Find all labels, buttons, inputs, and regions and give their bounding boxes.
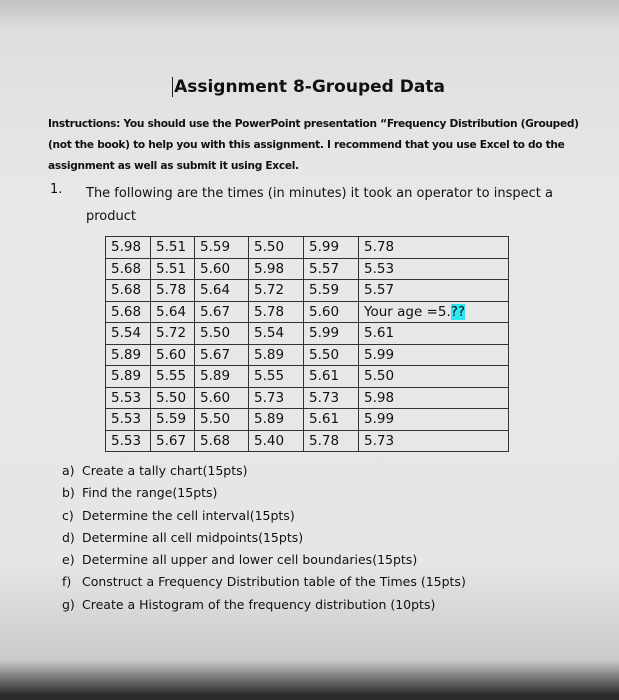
table-cell — [151, 258, 195, 280]
table-cell — [359, 409, 509, 431]
task-item — [62, 549, 466, 571]
table-cell — [106, 237, 151, 259]
table-cell — [359, 258, 509, 280]
table-cell — [195, 301, 249, 323]
table-cell — [249, 280, 304, 302]
cell-value: 5.89 — [111, 368, 142, 385]
table-cell — [304, 409, 359, 431]
table-cell — [151, 366, 195, 388]
table-cell — [106, 366, 151, 388]
table-row — [106, 301, 509, 323]
table-row — [106, 409, 509, 431]
task-text: Create a Histogram of the frequency distribution (10pts) — [82, 596, 436, 612]
table-cell — [151, 430, 195, 452]
cell-value: 5.72 — [156, 325, 187, 342]
table-cell — [106, 387, 151, 409]
table-cell — [304, 258, 359, 280]
table-cell — [151, 280, 195, 302]
table-cell — [249, 387, 304, 409]
data-table — [105, 236, 509, 452]
table-cell — [359, 323, 509, 345]
task-text: Determine all cell midpoints(15pts) — [82, 529, 304, 545]
cell-value: 5.55 — [254, 368, 285, 385]
table-cell — [195, 323, 249, 345]
task-label: d) — [62, 529, 75, 545]
page-title: Assignment 8-Grouped Data — [174, 77, 445, 97]
table-cell — [304, 344, 359, 366]
task-label: e) — [62, 552, 75, 568]
table-cell — [304, 366, 359, 388]
table-cell — [249, 237, 304, 259]
instructions: Instructions: You should use the PowerPoint presentation “Frequency Distribution (Grouped) (not the book) to help you with this assignment. I recommend that you use Excel to do the assignment as well as submit it using Excel. — [48, 118, 579, 172]
task-item — [62, 482, 466, 504]
table-row — [106, 237, 509, 259]
cell-value: 5.51 — [156, 260, 187, 277]
table-cell — [359, 344, 509, 366]
table-cell — [151, 301, 195, 323]
cell-value: 5.67 — [156, 432, 187, 449]
cell-value: 5.50 — [309, 346, 340, 363]
task-label: f) — [62, 574, 72, 590]
task-label: a) — [62, 463, 75, 478]
task-text: Create a tally chart(15pts) — [82, 463, 248, 478]
table-row — [106, 387, 509, 409]
task-item — [62, 594, 466, 616]
table-cell — [195, 344, 249, 366]
question-number: 1. — [50, 182, 63, 197]
cell-value: 5.53 — [364, 260, 395, 277]
table-cell — [106, 344, 151, 366]
table-cell — [106, 258, 151, 280]
cell-value: 5.67 — [200, 303, 231, 320]
table-cell — [106, 323, 151, 345]
cell-value: 5.98 — [111, 239, 142, 256]
cell-value: 5.59 — [309, 282, 340, 299]
table-cell — [304, 387, 359, 409]
table-cell — [304, 430, 359, 452]
table-cell — [304, 301, 359, 323]
cell-value: 5.55 — [156, 368, 187, 385]
cell-value: 5.40 — [254, 432, 285, 449]
table-cell — [195, 258, 249, 280]
cell-value: 5.98 — [364, 389, 395, 406]
task-item — [62, 527, 466, 549]
cell-value: 5.59 — [156, 411, 187, 428]
task-text: Construct a Frequency Distribution table of the Times (15pts) — [82, 574, 466, 590]
cell-value: 5.60 — [200, 389, 231, 406]
cell-value: 5.50 — [156, 389, 187, 406]
cell-value: Your age =5. — [364, 303, 451, 320]
cell-value: 5.60 — [200, 260, 231, 277]
cell-value: 5.78 — [254, 303, 285, 320]
table-cell — [304, 323, 359, 345]
cell-value: 5.67 — [200, 346, 231, 363]
cell-value: 5.89 — [111, 346, 142, 363]
table-cell — [195, 409, 249, 431]
cell-value: 5.73 — [364, 432, 395, 449]
cell-value: 5.59 — [200, 239, 231, 256]
cell-value: 5.98 — [254, 260, 285, 277]
table-cell — [195, 237, 249, 259]
table-row — [106, 280, 509, 302]
table-cell — [359, 430, 509, 452]
table-cell — [249, 301, 304, 323]
cell-value: 5.89 — [254, 411, 285, 428]
table-cell — [249, 344, 304, 366]
table-row — [106, 430, 509, 452]
question-text: The following are the times (in minutes) it took an operator to inspect a product — [86, 186, 553, 224]
table-cell — [249, 323, 304, 345]
cell-value: 5.68 — [200, 432, 231, 449]
table-cell — [359, 387, 509, 409]
cell-value: 5.73 — [254, 389, 285, 406]
cell-value: 5.64 — [156, 303, 187, 320]
task-item — [62, 505, 466, 527]
highlighted-placeholder: ?? — [450, 303, 466, 320]
table-cell — [249, 409, 304, 431]
table-cell — [106, 430, 151, 452]
cell-value: 5.68 — [111, 282, 142, 299]
table-cell — [195, 280, 249, 302]
task-text: Determine all upper and lower cell boundaries(15pts) — [82, 552, 418, 568]
table-cell — [151, 344, 195, 366]
table-cell — [304, 280, 359, 302]
table-row — [106, 366, 509, 388]
cell-value: 5.99 — [364, 411, 395, 428]
table-cell — [195, 430, 249, 452]
cell-value: 5.61 — [364, 325, 395, 342]
task-text: Find the range(15pts) — [82, 485, 218, 501]
cell-value: 5.73 — [309, 389, 340, 406]
table-cell — [106, 280, 151, 302]
table-row — [106, 258, 509, 280]
task-label: b) — [62, 485, 75, 501]
table-cell — [304, 237, 359, 259]
cell-value: 5.72 — [254, 282, 285, 299]
table-cell — [195, 366, 249, 388]
cell-value: 5.60 — [309, 303, 340, 320]
cell-value: 5.50 — [254, 239, 285, 256]
cell-value: 5.78 — [156, 282, 187, 299]
cell-value: 5.99 — [309, 325, 340, 342]
cell-value: 5.99 — [364, 346, 395, 363]
table-cell — [359, 366, 509, 388]
cell-value: 5.50 — [200, 411, 231, 428]
table-cell — [106, 301, 151, 323]
cell-value: 5.64 — [200, 282, 231, 299]
table-cell — [359, 301, 509, 323]
table-cell — [106, 409, 151, 431]
cell-value: 5.54 — [111, 325, 142, 342]
cell-value: 5.68 — [111, 260, 142, 277]
cell-value: 5.68 — [111, 303, 142, 320]
cell-value: 5.61 — [309, 411, 340, 428]
table-cell — [249, 430, 304, 452]
task-item — [62, 460, 466, 482]
cell-value: 5.50 — [200, 325, 231, 342]
table-row — [106, 344, 509, 366]
cell-value: 5.78 — [309, 432, 340, 449]
table-cell — [151, 237, 195, 259]
table-cell — [151, 323, 195, 345]
table-cell — [195, 387, 249, 409]
table-cell — [151, 409, 195, 431]
table-cell — [151, 387, 195, 409]
table-cell — [249, 366, 304, 388]
cell-value: 5.50 — [364, 368, 395, 385]
task-label: g) — [62, 596, 75, 612]
cell-value: 5.60 — [156, 346, 187, 363]
task-text: Determine the cell interval(15pts) — [82, 507, 295, 523]
cell-value: 5.89 — [254, 346, 285, 363]
table-cell — [359, 280, 509, 302]
task-item — [62, 571, 466, 593]
cell-value: 5.53 — [111, 389, 142, 406]
cell-value: 5.99 — [309, 239, 340, 256]
cell-value: 5.51 — [156, 239, 187, 256]
table-cell — [249, 258, 304, 280]
table-cell — [359, 237, 509, 259]
cell-value: 5.89 — [200, 368, 231, 385]
cell-value: 5.61 — [309, 368, 340, 385]
task-list — [62, 460, 466, 616]
cell-value: 5.54 — [254, 325, 285, 342]
task-label: c) — [62, 507, 74, 523]
cell-value: 5.78 — [364, 239, 395, 256]
table-row — [106, 323, 509, 345]
cell-value: 5.57 — [309, 260, 340, 277]
cell-value: 5.53 — [111, 411, 142, 428]
cell-value: 5.53 — [111, 432, 142, 449]
cell-value: 5.57 — [364, 282, 395, 299]
